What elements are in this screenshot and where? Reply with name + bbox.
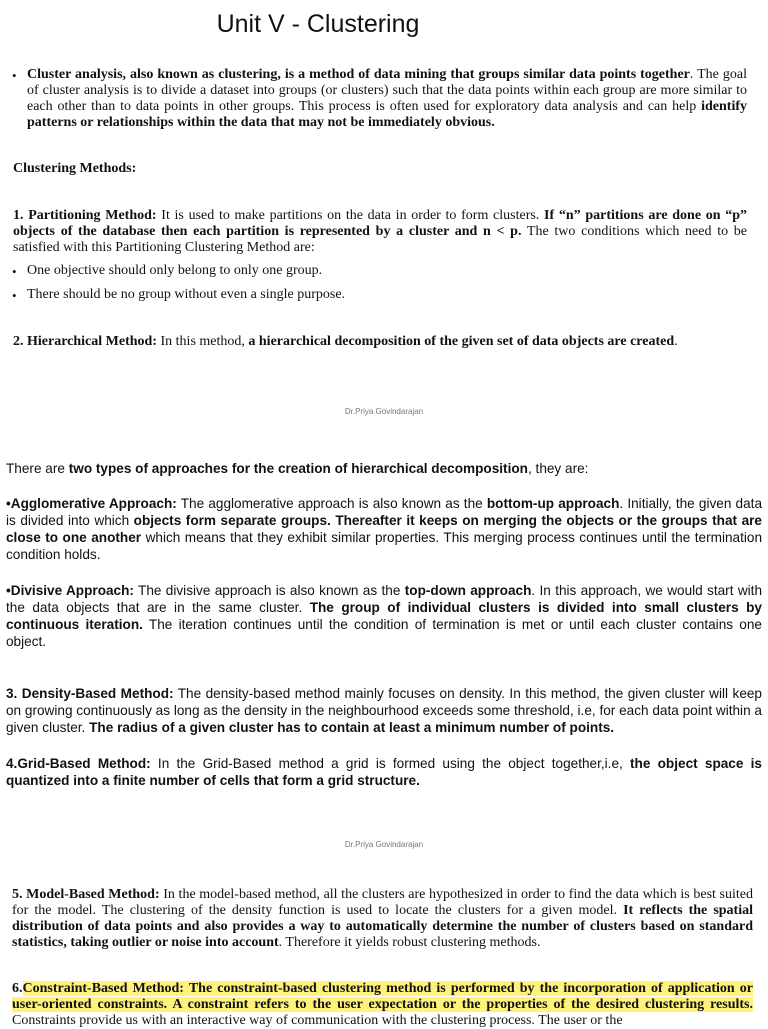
partitioning-paragraph: [13, 208, 747, 256]
grid-label: 4.Grid-Based Method:: [6, 756, 151, 771]
density-paragraph: [6, 685, 762, 736]
partitioning-label: 1. Partitioning Method:: [13, 208, 157, 223]
model-bold-1: It reflects the spatial distribution of data points and also provides a way to automatically determine the number of clusters based on standard statistics, taking outlier or noise into account: [12, 903, 753, 950]
page1-footer: Dr.Priya Govindarajan: [344, 407, 424, 416]
partitioning-text-2: The two conditions which need to be satisfied with this Partitioning Clustering Method are:: [13, 224, 747, 255]
hierarchical-label: 2. Hierarchical Method:: [13, 334, 157, 349]
model-paragraph: [12, 887, 753, 951]
page-title: Unit V - Clustering: [216, 10, 420, 38]
density-label: 3. Density-Based Method:: [6, 686, 174, 701]
intro-text-1: . The goal of cluster analysis is to divide a dataset into groups (or clusters) such that the data points within each group are more similar to each other than to data points in other groups. This process is often used for exploratory data analysis and can help: [27, 67, 747, 114]
partitioning-text-1: It is used to make partitions on the data in order to form clusters.: [156, 208, 545, 223]
partitioning-bold-1: If “n” partitions are done on “p” objects of the database then each partition is represented by a cluster and n < p.: [13, 208, 748, 239]
density-bold-1: The radius of a given cluster has to contain at least a minimum number of points.: [89, 720, 615, 735]
hierarchical-text-2: .: [674, 334, 678, 349]
grid-bold-1: the object space is quantized into a finite number of cells that form a grid structure.: [6, 756, 762, 788]
model-text-2: . Therefore it yields robust clustering methods.: [278, 935, 541, 950]
model-text-1: In the model-based method, all the clusters are hypothesized in order to find the data which is best suited for the model. The clustering of the density function is used to locate the clusters for a given model.: [12, 887, 753, 918]
condition-bullet-1: •: [12, 264, 17, 279]
agglomerative-text-2: . Initially, the given data is divided into which: [6, 496, 763, 528]
condition-item-2: There should be no group without even a single purpose.: [27, 287, 346, 302]
clustering-methods-heading: Clustering Methods:: [13, 161, 137, 176]
condition-item-1: One objective should only belong to only one group.: [27, 263, 323, 278]
model-label: 5. Model-Based Method:: [12, 887, 160, 902]
agglomerative-text-1: The agglomerative approach is also known as the: [176, 496, 487, 511]
grid-paragraph: [6, 755, 762, 789]
approaches-text-2: , they are:: [527, 461, 589, 476]
divisive-text-1: The divisive approach is also known as the: [133, 583, 405, 598]
agglomerative-text-3: which means that they exhibit similar properties. This merging process continues until the termination condition holds.: [6, 530, 763, 562]
intro-bold-1: Cluster analysis, also known as clustering, is a method of data mining that groups similar data points together: [27, 67, 690, 82]
agglomerative-paragraph: [6, 495, 762, 563]
page2-footer: Dr.Priya Govindarajan: [344, 840, 424, 849]
divisive-label: •Divisive Approach:: [6, 583, 134, 598]
intro-paragraph: [27, 67, 747, 131]
intro-bullet: •: [12, 68, 17, 83]
divisive-text-2: . In this approach, we would start with the data objects that are in the same cluster.: [6, 583, 762, 615]
constraint-bold-1: Constraint-Based Method: The constraint-based clustering method is performed by the incorporation of application or user-oriented constraints. A constraint refers to the user expectation or the properties of the desired clustering results.: [12, 981, 753, 1012]
divisive-bold-2: The group of individual clusters is divided into small clusters by continuous iteration.: [6, 600, 762, 632]
approaches-text-1: There are: [6, 461, 69, 476]
hierarchical-paragraph: [13, 334, 753, 350]
condition-bullet-2: •: [12, 288, 17, 303]
divisive-text-3: The iteration continues until the condition of termination is met or until each cluster contains one object.: [6, 617, 762, 649]
divisive-bold-1: top-down approach: [404, 583, 532, 598]
constraint-number: 6.: [12, 981, 23, 996]
hierarchical-bold-1: a hierarchical decomposition of the given set of data objects are created: [248, 334, 675, 349]
agglomerative-bold-2: objects form separate groups. Thereafter it keeps on merging the objects or the groups that are close to one another: [6, 513, 762, 545]
intro-bold-2: identify patterns or relationships within the data that may not be immediately obvious.: [27, 99, 747, 130]
approaches-bold-1: two types of approaches for the creation of hierarchical decomposition: [68, 461, 528, 476]
grid-text-1: In the Grid-Based method a grid is formed using the object together,i.e,: [150, 756, 631, 771]
hierarchical-text-1: In this method,: [157, 334, 249, 349]
approaches-paragraph: [6, 460, 762, 477]
constraint-text-1: Constraints provide us with an interactive way of communication with the clustering process. The user or the: [12, 1013, 623, 1028]
agglomerative-bold-1: bottom-up approach: [486, 496, 620, 511]
divisive-paragraph: [6, 582, 762, 650]
agglomerative-label: •Agglomerative Approach:: [6, 496, 177, 511]
density-text-1: The density-based method mainly focuses on density. In this method, the given cluster will keep on growing continuously as long as the density in the neighbourhood exceeds some threshold, i.e, for each data point within a given cluster.: [6, 686, 762, 735]
constraint-paragraph: [12, 981, 753, 1029]
